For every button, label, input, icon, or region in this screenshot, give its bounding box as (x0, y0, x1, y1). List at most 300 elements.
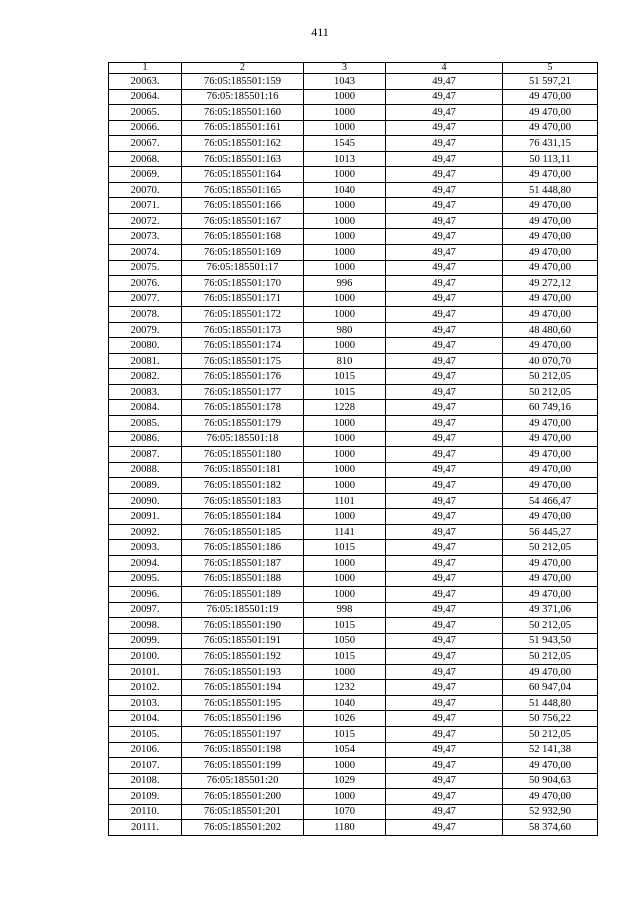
area-cell: 1180 (304, 820, 386, 836)
amount-cell: 51 448,80 (503, 182, 598, 198)
row-number-cell: 20096. (109, 587, 182, 603)
row-number-cell: 20089. (109, 478, 182, 494)
rate-cell: 49,47 (386, 664, 503, 680)
cadastral-number-cell: 76:05:185501:168 (182, 229, 304, 245)
column-header: 1 (109, 63, 182, 74)
row-number-cell: 20079. (109, 322, 182, 338)
row-number-cell: 20073. (109, 229, 182, 245)
row-number-cell: 20105. (109, 726, 182, 742)
row-number-cell: 20095. (109, 571, 182, 587)
row-number-cell: 20098. (109, 618, 182, 634)
area-cell: 1015 (304, 369, 386, 385)
rate-cell: 49,47 (386, 136, 503, 152)
rate-cell: 49,47 (386, 773, 503, 789)
cadastral-number-cell: 76:05:185501:189 (182, 587, 304, 603)
table-row (109, 105, 598, 121)
amount-cell: 76 431,15 (503, 136, 598, 152)
amount-cell: 60 947,04 (503, 680, 598, 696)
amount-cell: 49 470,00 (503, 120, 598, 136)
area-cell: 1000 (304, 167, 386, 183)
amount-cell: 52 141,38 (503, 742, 598, 758)
row-number-cell: 20103. (109, 695, 182, 711)
table-row (109, 711, 598, 727)
table-body (109, 74, 598, 836)
amount-cell: 49 470,00 (503, 431, 598, 447)
rate-cell: 49,47 (386, 758, 503, 774)
cadastral-number-cell: 76:05:185501:164 (182, 167, 304, 183)
table-row (109, 198, 598, 214)
row-number-cell: 20070. (109, 182, 182, 198)
area-cell: 810 (304, 353, 386, 369)
area-cell: 1000 (304, 462, 386, 478)
table-row (109, 322, 598, 338)
cadastral-number-cell: 76:05:185501:195 (182, 695, 304, 711)
table-row (109, 664, 598, 680)
row-number-cell: 20072. (109, 213, 182, 229)
rate-cell: 49,47 (386, 524, 503, 540)
rate-cell: 49,47 (386, 182, 503, 198)
amount-cell: 52 932,90 (503, 804, 598, 820)
rate-cell: 49,47 (386, 353, 503, 369)
rate-cell: 49,47 (386, 540, 503, 556)
area-cell: 1000 (304, 478, 386, 494)
row-number-cell: 20068. (109, 151, 182, 167)
amount-cell: 49 470,00 (503, 307, 598, 323)
column-header: 4 (386, 63, 503, 74)
amount-cell: 49 470,00 (503, 462, 598, 478)
table-row (109, 462, 598, 478)
row-number-cell: 20063. (109, 74, 182, 90)
table-row (109, 260, 598, 276)
row-number-cell: 20083. (109, 384, 182, 400)
amount-cell: 49 470,00 (503, 260, 598, 276)
row-number-cell: 20074. (109, 245, 182, 261)
row-number-cell: 20081. (109, 353, 182, 369)
rate-cell: 49,47 (386, 384, 503, 400)
rate-cell: 49,47 (386, 726, 503, 742)
row-number-cell: 20086. (109, 431, 182, 447)
amount-cell: 49 470,00 (503, 167, 598, 183)
table-row (109, 509, 598, 525)
rate-cell: 49,47 (386, 74, 503, 90)
cadastral-number-cell: 76:05:185501:185 (182, 524, 304, 540)
area-cell: 1015 (304, 726, 386, 742)
rate-cell: 49,47 (386, 120, 503, 136)
table-row (109, 680, 598, 696)
table-row (109, 587, 598, 603)
table-row (109, 524, 598, 540)
cadastral-number-cell: 76:05:185501:173 (182, 322, 304, 338)
area-cell: 1040 (304, 182, 386, 198)
cadastral-number-cell: 76:05:185501:199 (182, 758, 304, 774)
amount-cell: 49 470,00 (503, 509, 598, 525)
rate-cell: 49,47 (386, 105, 503, 121)
table-row (109, 742, 598, 758)
cadastral-number-cell: 76:05:185501:171 (182, 291, 304, 307)
row-number-cell: 20082. (109, 369, 182, 385)
rate-cell: 49,47 (386, 369, 503, 385)
cadastral-number-cell: 76:05:185501:194 (182, 680, 304, 696)
cadastral-number-cell: 76:05:185501:196 (182, 711, 304, 727)
cadastral-number-cell: 76:05:185501:18 (182, 431, 304, 447)
table-row (109, 353, 598, 369)
cadastral-number-cell: 76:05:185501:193 (182, 664, 304, 680)
rate-cell: 49,47 (386, 307, 503, 323)
amount-cell: 48 480,60 (503, 322, 598, 338)
cadastral-number-cell: 76:05:185501:190 (182, 618, 304, 634)
rate-cell: 49,47 (386, 322, 503, 338)
amount-cell: 49 470,00 (503, 587, 598, 603)
amount-cell: 49 470,00 (503, 447, 598, 463)
area-cell: 1545 (304, 136, 386, 152)
cadastral-number-cell: 76:05:185501:182 (182, 478, 304, 494)
amount-cell: 50 212,05 (503, 649, 598, 665)
cadastral-number-cell: 76:05:185501:167 (182, 213, 304, 229)
rate-cell: 49,47 (386, 447, 503, 463)
row-number-cell: 20109. (109, 789, 182, 805)
cadastral-number-cell: 76:05:185501:187 (182, 555, 304, 571)
cadastral-number-cell: 76:05:185501:20 (182, 773, 304, 789)
area-cell: 1043 (304, 74, 386, 90)
cadastral-number-cell: 76:05:185501:198 (182, 742, 304, 758)
rate-cell: 49,47 (386, 571, 503, 587)
row-number-cell: 20092. (109, 524, 182, 540)
amount-cell: 60 749,16 (503, 400, 598, 416)
cadastral-number-cell: 76:05:185501:180 (182, 447, 304, 463)
rate-cell: 49,47 (386, 711, 503, 727)
rate-cell: 49,47 (386, 462, 503, 478)
area-cell: 1000 (304, 120, 386, 136)
amount-cell: 51 597,21 (503, 74, 598, 90)
table-row (109, 773, 598, 789)
table-row (109, 431, 598, 447)
table-header (109, 63, 598, 74)
cadastral-number-cell: 76:05:185501:201 (182, 804, 304, 820)
area-cell: 998 (304, 602, 386, 618)
area-cell: 1000 (304, 338, 386, 354)
cadastral-number-cell: 76:05:185501:200 (182, 789, 304, 805)
row-number-cell: 20088. (109, 462, 182, 478)
amount-cell: 49 470,00 (503, 571, 598, 587)
amount-cell: 58 374,60 (503, 820, 598, 836)
area-cell: 1000 (304, 758, 386, 774)
table-row (109, 182, 598, 198)
area-cell: 996 (304, 276, 386, 292)
cadastral-number-cell: 76:05:185501:179 (182, 416, 304, 432)
area-cell: 1228 (304, 400, 386, 416)
rate-cell: 49,47 (386, 555, 503, 571)
rate-cell: 49,47 (386, 213, 503, 229)
table-row (109, 136, 598, 152)
table-row (109, 167, 598, 183)
area-cell: 1040 (304, 695, 386, 711)
row-number-cell: 20075. (109, 260, 182, 276)
amount-cell: 40 070,70 (503, 353, 598, 369)
rate-cell: 49,47 (386, 820, 503, 836)
row-number-cell: 20080. (109, 338, 182, 354)
area-cell: 1000 (304, 789, 386, 805)
cadastral-number-cell: 76:05:185501:202 (182, 820, 304, 836)
row-number-cell: 20066. (109, 120, 182, 136)
amount-cell: 51 943,50 (503, 633, 598, 649)
rate-cell: 49,47 (386, 198, 503, 214)
row-number-cell: 20099. (109, 633, 182, 649)
cadastral-number-cell: 76:05:185501:176 (182, 369, 304, 385)
cadastral-number-cell: 76:05:185501:165 (182, 182, 304, 198)
table-row (109, 120, 598, 136)
cadastral-number-cell: 76:05:185501:159 (182, 74, 304, 90)
cadastral-number-cell: 76:05:185501:169 (182, 245, 304, 261)
area-cell: 1232 (304, 680, 386, 696)
amount-cell: 49 470,00 (503, 105, 598, 121)
area-cell: 1000 (304, 229, 386, 245)
row-number-cell: 20064. (109, 89, 182, 105)
row-number-cell: 20097. (109, 602, 182, 618)
rate-cell: 49,47 (386, 151, 503, 167)
cadastral-number-cell: 76:05:185501:161 (182, 120, 304, 136)
table-row (109, 338, 598, 354)
amount-cell: 49 470,00 (503, 213, 598, 229)
amount-cell: 50 212,05 (503, 618, 598, 634)
row-number-cell: 20108. (109, 773, 182, 789)
amount-cell: 49 470,00 (503, 245, 598, 261)
column-header: 3 (304, 63, 386, 74)
rate-cell: 49,47 (386, 260, 503, 276)
area-cell: 1000 (304, 198, 386, 214)
row-number-cell: 20094. (109, 555, 182, 571)
rate-cell: 49,47 (386, 400, 503, 416)
table-row (109, 649, 598, 665)
amount-cell: 49 470,00 (503, 229, 598, 245)
row-number-cell: 20071. (109, 198, 182, 214)
rate-cell: 49,47 (386, 89, 503, 105)
cadastral-number-cell: 76:05:185501:186 (182, 540, 304, 556)
area-cell: 1070 (304, 804, 386, 820)
row-number-cell: 20078. (109, 307, 182, 323)
amount-cell: 49 470,00 (503, 758, 598, 774)
rate-cell: 49,47 (386, 789, 503, 805)
area-cell: 1029 (304, 773, 386, 789)
table-row (109, 555, 598, 571)
rate-cell: 49,47 (386, 478, 503, 494)
amount-cell: 49 470,00 (503, 89, 598, 105)
area-cell: 1000 (304, 307, 386, 323)
area-cell: 980 (304, 322, 386, 338)
row-number-cell: 20069. (109, 167, 182, 183)
cadastral-number-cell: 76:05:185501:160 (182, 105, 304, 121)
table-row (109, 726, 598, 742)
amount-cell: 49 470,00 (503, 555, 598, 571)
area-cell: 1000 (304, 555, 386, 571)
amount-cell: 49 470,00 (503, 664, 598, 680)
row-number-cell: 20090. (109, 493, 182, 509)
area-cell: 1000 (304, 664, 386, 680)
cadastral-number-cell: 76:05:185501:175 (182, 353, 304, 369)
cadastral-number-cell: 76:05:185501:163 (182, 151, 304, 167)
rate-cell: 49,47 (386, 291, 503, 307)
area-cell: 1000 (304, 105, 386, 121)
table-row (109, 758, 598, 774)
area-cell: 1015 (304, 540, 386, 556)
rate-cell: 49,47 (386, 618, 503, 634)
area-cell: 1000 (304, 291, 386, 307)
table-row (109, 307, 598, 323)
amount-cell: 54 466,47 (503, 493, 598, 509)
amount-cell: 49 470,00 (503, 416, 598, 432)
table-row (109, 478, 598, 494)
header-row (109, 63, 598, 74)
row-number-cell: 20107. (109, 758, 182, 774)
rate-cell: 49,47 (386, 680, 503, 696)
amount-cell: 49 470,00 (503, 478, 598, 494)
cadastral-number-cell: 76:05:185501:177 (182, 384, 304, 400)
amount-cell: 50 212,05 (503, 369, 598, 385)
row-number-cell: 20084. (109, 400, 182, 416)
rate-cell: 49,47 (386, 338, 503, 354)
cadastral-number-cell: 76:05:185501:178 (182, 400, 304, 416)
rate-cell: 49,47 (386, 493, 503, 509)
table-row (109, 245, 598, 261)
rate-cell: 49,47 (386, 509, 503, 525)
table-row (109, 789, 598, 805)
rate-cell: 49,47 (386, 245, 503, 261)
amount-cell: 50 756,22 (503, 711, 598, 727)
cadastral-number-cell: 76:05:185501:166 (182, 198, 304, 214)
amount-cell: 50 212,05 (503, 540, 598, 556)
table-row (109, 618, 598, 634)
cadastral-number-cell: 76:05:185501:191 (182, 633, 304, 649)
row-number-cell: 20065. (109, 105, 182, 121)
cadastral-number-cell: 76:05:185501:188 (182, 571, 304, 587)
rate-cell: 49,47 (386, 587, 503, 603)
row-number-cell: 20101. (109, 664, 182, 680)
table-row (109, 369, 598, 385)
area-cell: 1000 (304, 213, 386, 229)
amount-cell: 49 470,00 (503, 291, 598, 307)
row-number-cell: 20093. (109, 540, 182, 556)
cadastral-number-cell: 76:05:185501:174 (182, 338, 304, 354)
area-cell: 1141 (304, 524, 386, 540)
column-header: 5 (503, 63, 598, 74)
amount-cell: 49 371,06 (503, 602, 598, 618)
area-cell: 1000 (304, 587, 386, 603)
amount-cell: 50 904,63 (503, 773, 598, 789)
table-row (109, 571, 598, 587)
row-number-cell: 20067. (109, 136, 182, 152)
table-row (109, 416, 598, 432)
area-cell: 1000 (304, 571, 386, 587)
area-cell: 1013 (304, 151, 386, 167)
area-cell: 1000 (304, 89, 386, 105)
table-row (109, 820, 598, 836)
area-cell: 1000 (304, 431, 386, 447)
area-cell: 1000 (304, 416, 386, 432)
table-row (109, 213, 598, 229)
row-number-cell: 20104. (109, 711, 182, 727)
cadastral-number-cell: 76:05:185501:172 (182, 307, 304, 323)
column-header: 2 (182, 63, 304, 74)
row-number-cell: 20100. (109, 649, 182, 665)
table-row (109, 400, 598, 416)
rate-cell: 49,47 (386, 167, 503, 183)
table-row (109, 804, 598, 820)
table-row (109, 291, 598, 307)
area-cell: 1000 (304, 245, 386, 261)
table-row (109, 493, 598, 509)
amount-cell: 50 212,05 (503, 384, 598, 400)
rate-cell: 49,47 (386, 649, 503, 665)
area-cell: 1054 (304, 742, 386, 758)
row-number-cell: 20077. (109, 291, 182, 307)
cadastral-number-cell: 76:05:185501:162 (182, 136, 304, 152)
cadastral-number-cell: 76:05:185501:181 (182, 462, 304, 478)
amount-cell: 49 470,00 (503, 338, 598, 354)
row-number-cell: 20076. (109, 276, 182, 292)
area-cell: 1101 (304, 493, 386, 509)
amount-cell: 50 212,05 (503, 726, 598, 742)
cadastral-number-cell: 76:05:185501:192 (182, 649, 304, 665)
rate-cell: 49,47 (386, 416, 503, 432)
table-row (109, 447, 598, 463)
area-cell: 1000 (304, 447, 386, 463)
cadastral-number-cell: 76:05:185501:197 (182, 726, 304, 742)
area-cell: 1050 (304, 633, 386, 649)
table-row (109, 384, 598, 400)
row-number-cell: 20110. (109, 804, 182, 820)
row-number-cell: 20102. (109, 680, 182, 696)
row-number-cell: 20111. (109, 820, 182, 836)
amount-cell: 49 470,00 (503, 789, 598, 805)
cadastral-number-cell: 76:05:185501:184 (182, 509, 304, 525)
cadastral-number-cell: 76:05:185501:19 (182, 602, 304, 618)
data-table (108, 62, 598, 836)
amount-cell: 49 272,12 (503, 276, 598, 292)
area-cell: 1026 (304, 711, 386, 727)
table-row (109, 229, 598, 245)
cadastral-number-cell: 76:05:185501:16 (182, 89, 304, 105)
row-number-cell: 20091. (109, 509, 182, 525)
table-row (109, 89, 598, 105)
rate-cell: 49,47 (386, 602, 503, 618)
area-cell: 1000 (304, 260, 386, 276)
area-cell: 1015 (304, 649, 386, 665)
table-row (109, 276, 598, 292)
table-row (109, 151, 598, 167)
table-row (109, 540, 598, 556)
rate-cell: 49,47 (386, 431, 503, 447)
rate-cell: 49,47 (386, 804, 503, 820)
cadastral-number-cell: 76:05:185501:17 (182, 260, 304, 276)
table-row (109, 695, 598, 711)
amount-cell: 49 470,00 (503, 198, 598, 214)
table-row (109, 633, 598, 649)
cadastral-number-cell: 76:05:185501:183 (182, 493, 304, 509)
rate-cell: 49,47 (386, 229, 503, 245)
area-cell: 1015 (304, 618, 386, 634)
cadastral-number-cell: 76:05:185501:170 (182, 276, 304, 292)
area-cell: 1015 (304, 384, 386, 400)
amount-cell: 50 113,11 (503, 151, 598, 167)
amount-cell: 56 445,27 (503, 524, 598, 540)
table-row (109, 74, 598, 90)
amount-cell: 51 448,80 (503, 695, 598, 711)
rate-cell: 49,47 (386, 695, 503, 711)
row-number-cell: 20087. (109, 447, 182, 463)
area-cell: 1000 (304, 509, 386, 525)
rate-cell: 49,47 (386, 742, 503, 758)
rate-cell: 49,47 (386, 633, 503, 649)
table-row (109, 602, 598, 618)
